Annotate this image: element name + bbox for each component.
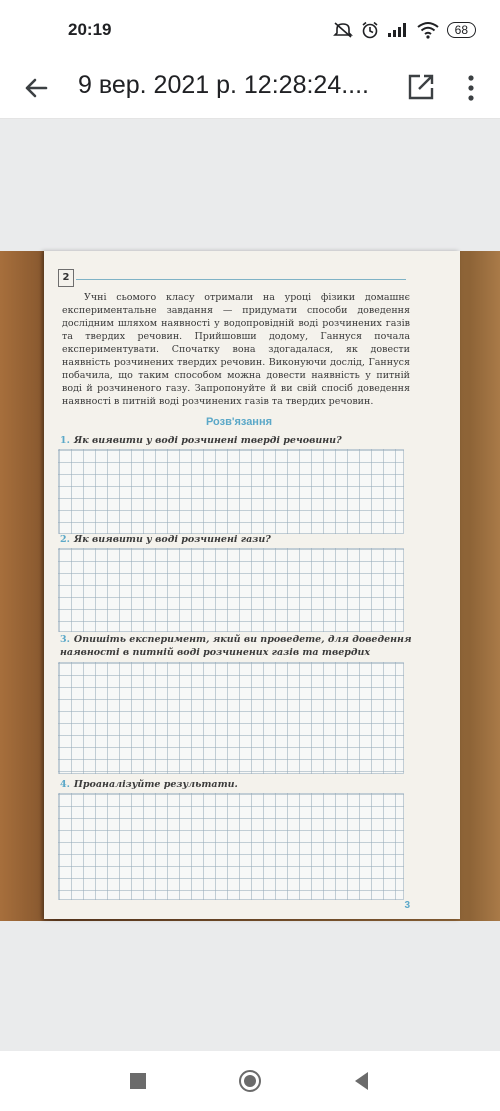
question-1 xyxy=(60,434,420,447)
back-triangle-icon[interactable] xyxy=(350,1069,374,1093)
task-number: 2 xyxy=(58,269,74,287)
battery-badge: 68 xyxy=(447,22,476,38)
status-icons xyxy=(333,19,476,41)
home-circle-icon[interactable] xyxy=(238,1069,262,1093)
wifi-icon xyxy=(417,21,439,39)
open-external-icon[interactable] xyxy=(406,72,436,102)
solution-title: Розв'язання xyxy=(205,416,273,428)
question-number: 4. xyxy=(60,779,70,790)
question-2 xyxy=(60,533,420,546)
question-4 xyxy=(60,778,420,791)
status-time: 20:19 xyxy=(68,20,112,39)
question-number: 1. xyxy=(60,435,70,446)
question-text: Як виявити у воді розчинені тверді речовини? xyxy=(73,435,342,446)
answer-grid-4 xyxy=(58,793,404,900)
workbook-page xyxy=(44,251,460,919)
status-bar xyxy=(0,0,500,58)
answer-grid-1 xyxy=(58,449,404,534)
image-viewer[interactable] xyxy=(0,119,500,1051)
page-title: 9 вер. 2021 р. 12:28:24.... xyxy=(78,71,370,99)
question-number: 3. xyxy=(60,634,70,645)
signal-icon xyxy=(387,22,409,38)
answer-grid-3 xyxy=(58,662,404,774)
question-text: Проаналізуйте результати. xyxy=(73,779,238,790)
page-number: 3 xyxy=(404,900,410,911)
system-nav-bar xyxy=(0,1051,500,1111)
alarm-icon xyxy=(361,21,379,39)
question-text: Опишіть експеримент, який ви проведете, для доведення наявності в питній воді розчинених газів та твердих xyxy=(60,634,412,658)
task-text: Учні сьомого класу отримали на уроці фізики домашнє експериментальне завдання — придумати способи доведення дослідним шляхом наявності у водопровідній воді розчинених газів та твердих речовин. Прийшовши додому, Ганнуся почала експериментувати. Спочатку вона здогадалася, як довести наявність розчинених твердих речовин. Виконуючи дослід, Ганнуся побачила, що таким способом можна довести наявність у питній воді й розчиненого газу. Запропонуйте й ви свій спосіб доведення наявності в питній воді розчинених газів та твердих речовин. xyxy=(62,292,410,407)
more-vert-icon[interactable] xyxy=(460,72,482,104)
answer-grid-2 xyxy=(58,548,404,632)
question-number: 2. xyxy=(60,534,70,545)
recents-square-icon[interactable] xyxy=(126,1069,150,1093)
app-bar xyxy=(0,58,500,119)
mute-icon xyxy=(333,21,353,39)
question-text: Як виявити у воді розчинені гази? xyxy=(73,534,271,545)
back-arrow-icon[interactable] xyxy=(20,72,52,104)
header-rule xyxy=(76,279,406,280)
document-photo[interactable] xyxy=(0,251,500,921)
